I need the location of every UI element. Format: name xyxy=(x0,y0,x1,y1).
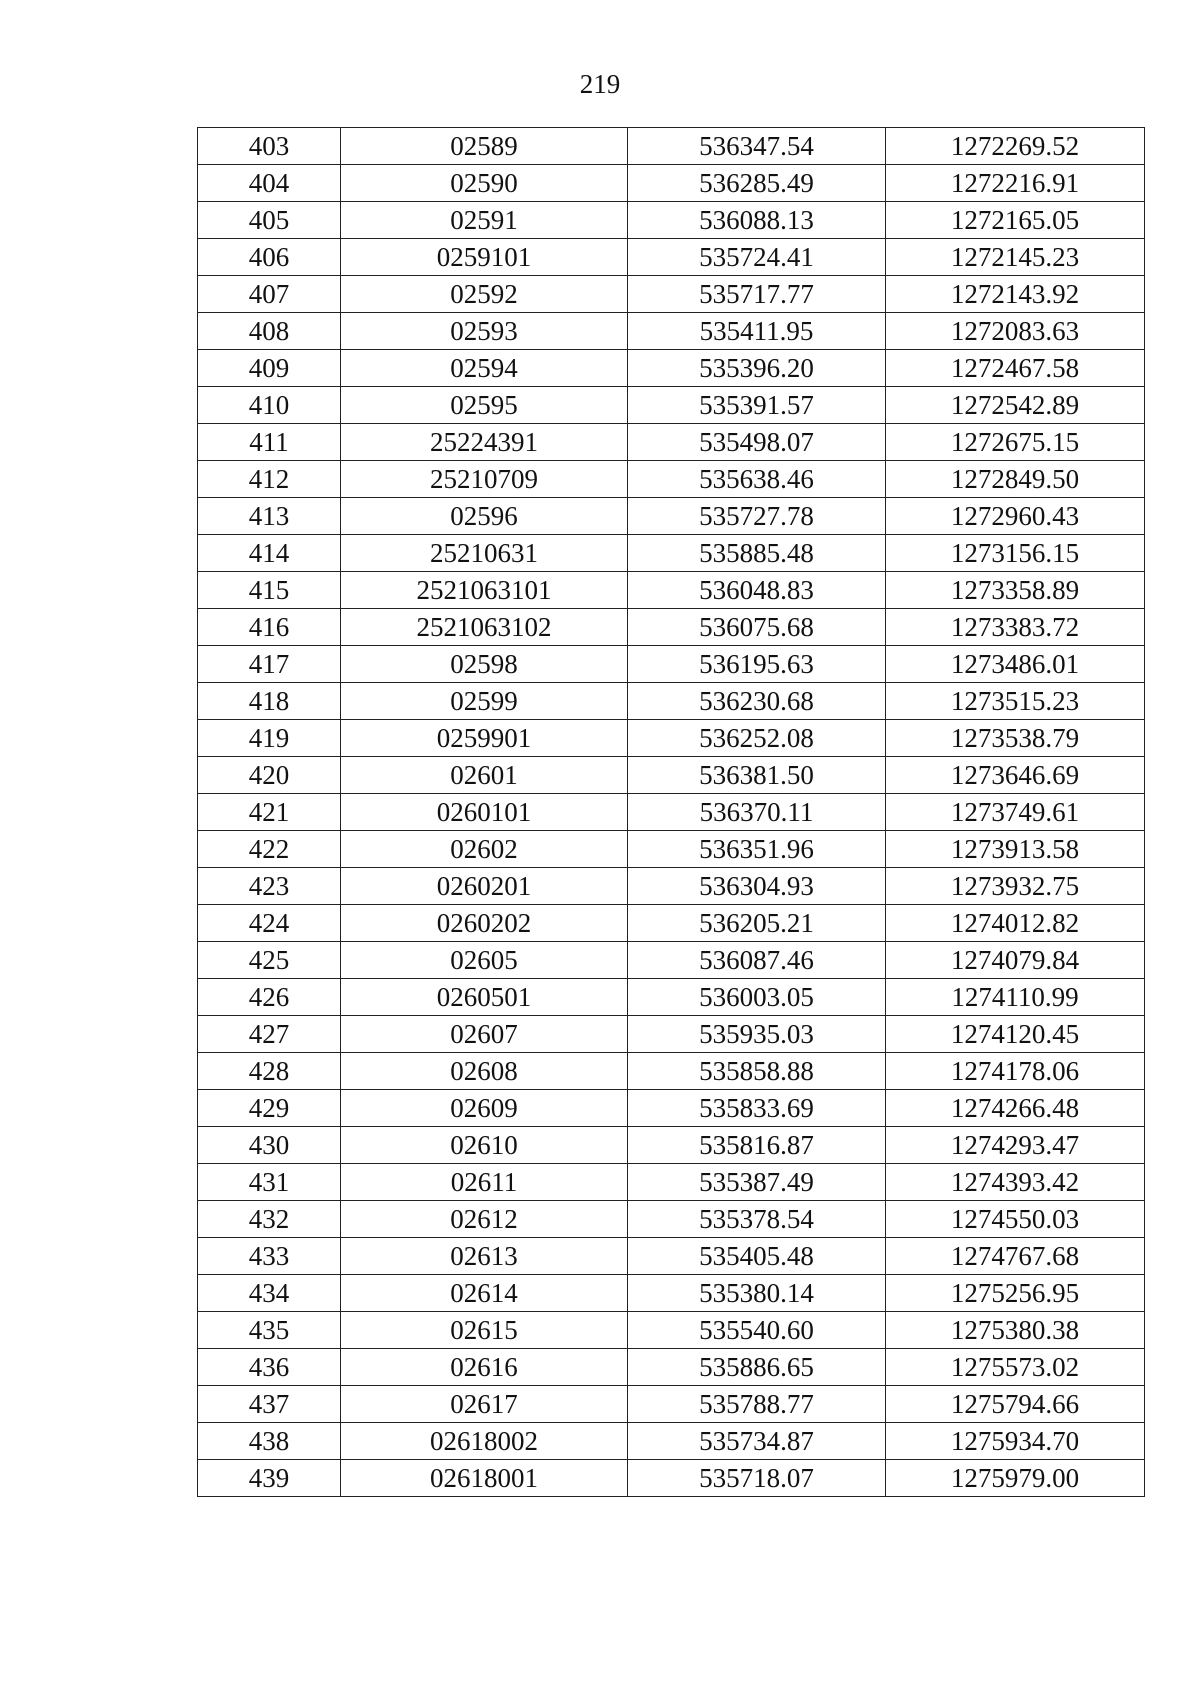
x-coordinate-cell: 536075.68 xyxy=(628,609,886,646)
point-id-cell: 25210709 xyxy=(341,461,628,498)
row-index-cell: 430 xyxy=(198,1127,341,1164)
point-id-cell: 02613 xyxy=(341,1238,628,1275)
y-coordinate-cell: 1274012.82 xyxy=(886,905,1145,942)
y-coordinate-cell: 1275256.95 xyxy=(886,1275,1145,1312)
point-id-cell: 0259101 xyxy=(341,239,628,276)
table-row xyxy=(198,794,1145,831)
y-coordinate-cell: 1274550.03 xyxy=(886,1201,1145,1238)
row-index-cell: 418 xyxy=(198,683,341,720)
table-body xyxy=(198,128,1145,1497)
table-row xyxy=(198,313,1145,350)
point-id-cell: 02602 xyxy=(341,831,628,868)
x-coordinate-cell: 535380.14 xyxy=(628,1275,886,1312)
table-row xyxy=(198,498,1145,535)
row-index-cell: 428 xyxy=(198,1053,341,1090)
row-index-cell: 412 xyxy=(198,461,341,498)
point-id-cell: 02610 xyxy=(341,1127,628,1164)
x-coordinate-cell: 535638.46 xyxy=(628,461,886,498)
x-coordinate-cell: 536381.50 xyxy=(628,757,886,794)
table-row xyxy=(198,387,1145,424)
point-id-cell: 02594 xyxy=(341,350,628,387)
y-coordinate-cell: 1272145.23 xyxy=(886,239,1145,276)
row-index-cell: 422 xyxy=(198,831,341,868)
point-id-cell: 2521063101 xyxy=(341,572,628,609)
point-id-cell: 02617 xyxy=(341,1386,628,1423)
table-row xyxy=(198,720,1145,757)
point-id-cell: 02595 xyxy=(341,387,628,424)
y-coordinate-cell: 1273913.58 xyxy=(886,831,1145,868)
table-row xyxy=(198,128,1145,165)
x-coordinate-cell: 536205.21 xyxy=(628,905,886,942)
x-coordinate-cell: 536351.96 xyxy=(628,831,886,868)
y-coordinate-cell: 1272269.52 xyxy=(886,128,1145,165)
point-id-cell: 0260201 xyxy=(341,868,628,905)
y-coordinate-cell: 1273932.75 xyxy=(886,868,1145,905)
x-coordinate-cell: 535734.87 xyxy=(628,1423,886,1460)
page-number: 219 xyxy=(579,69,621,99)
point-id-cell: 02598 xyxy=(341,646,628,683)
x-coordinate-cell: 535816.87 xyxy=(628,1127,886,1164)
table-row xyxy=(198,609,1145,646)
y-coordinate-cell: 1273486.01 xyxy=(886,646,1145,683)
y-coordinate-cell: 1272165.05 xyxy=(886,202,1145,239)
x-coordinate-cell: 535540.60 xyxy=(628,1312,886,1349)
row-index-cell: 415 xyxy=(198,572,341,609)
row-index-cell: 431 xyxy=(198,1164,341,1201)
row-index-cell: 427 xyxy=(198,1016,341,1053)
row-index-cell: 405 xyxy=(198,202,341,239)
point-id-cell: 25210631 xyxy=(341,535,628,572)
x-coordinate-cell: 535935.03 xyxy=(628,1016,886,1053)
y-coordinate-cell: 1274767.68 xyxy=(886,1238,1145,1275)
point-id-cell: 02608 xyxy=(341,1053,628,1090)
x-coordinate-cell: 535411.95 xyxy=(628,313,886,350)
point-id-cell: 02596 xyxy=(341,498,628,535)
point-id-cell: 02590 xyxy=(341,165,628,202)
y-coordinate-cell: 1274120.45 xyxy=(886,1016,1145,1053)
y-coordinate-cell: 1273538.79 xyxy=(886,720,1145,757)
x-coordinate-cell: 535387.49 xyxy=(628,1164,886,1201)
table-row xyxy=(198,202,1145,239)
row-index-cell: 407 xyxy=(198,276,341,313)
row-index-cell: 411 xyxy=(198,424,341,461)
point-id-cell: 02614 xyxy=(341,1275,628,1312)
row-index-cell: 417 xyxy=(198,646,341,683)
row-index-cell: 436 xyxy=(198,1349,341,1386)
point-id-cell: 02607 xyxy=(341,1016,628,1053)
table-row xyxy=(198,350,1145,387)
y-coordinate-cell: 1272675.15 xyxy=(886,424,1145,461)
table-row xyxy=(198,905,1145,942)
row-index-cell: 413 xyxy=(198,498,341,535)
point-id-cell: 02591 xyxy=(341,202,628,239)
row-index-cell: 439 xyxy=(198,1460,341,1497)
x-coordinate-cell: 536304.93 xyxy=(628,868,886,905)
table-row xyxy=(198,239,1145,276)
table-row xyxy=(198,165,1145,202)
y-coordinate-cell: 1272216.91 xyxy=(886,165,1145,202)
point-id-cell: 02593 xyxy=(341,313,628,350)
y-coordinate-cell: 1272083.63 xyxy=(886,313,1145,350)
table-row xyxy=(198,276,1145,313)
x-coordinate-cell: 536285.49 xyxy=(628,165,886,202)
x-coordinate-cell: 535498.07 xyxy=(628,424,886,461)
table-row xyxy=(198,1201,1145,1238)
y-coordinate-cell: 1273156.15 xyxy=(886,535,1145,572)
row-index-cell: 438 xyxy=(198,1423,341,1460)
y-coordinate-cell: 1273515.23 xyxy=(886,683,1145,720)
table-row xyxy=(198,572,1145,609)
row-index-cell: 416 xyxy=(198,609,341,646)
point-id-cell: 0260202 xyxy=(341,905,628,942)
point-id-cell: 02618002 xyxy=(341,1423,628,1460)
table-row xyxy=(198,831,1145,868)
table-row xyxy=(198,1460,1145,1497)
x-coordinate-cell: 535391.57 xyxy=(628,387,886,424)
table-row xyxy=(198,461,1145,498)
y-coordinate-cell: 1275573.02 xyxy=(886,1349,1145,1386)
table-row xyxy=(198,1349,1145,1386)
x-coordinate-cell: 536347.54 xyxy=(628,128,886,165)
table-row xyxy=(198,1386,1145,1423)
row-index-cell: 429 xyxy=(198,1090,341,1127)
x-coordinate-cell: 535886.65 xyxy=(628,1349,886,1386)
x-coordinate-cell: 536252.08 xyxy=(628,720,886,757)
point-id-cell: 0260501 xyxy=(341,979,628,1016)
y-coordinate-cell: 1275794.66 xyxy=(886,1386,1145,1423)
row-index-cell: 408 xyxy=(198,313,341,350)
point-id-cell: 02605 xyxy=(341,942,628,979)
row-index-cell: 404 xyxy=(198,165,341,202)
table-row xyxy=(198,535,1145,572)
row-index-cell: 433 xyxy=(198,1238,341,1275)
y-coordinate-cell: 1275934.70 xyxy=(886,1423,1145,1460)
point-id-cell: 02615 xyxy=(341,1312,628,1349)
table-row xyxy=(198,1275,1145,1312)
x-coordinate-cell: 536370.11 xyxy=(628,794,886,831)
table-row xyxy=(198,1127,1145,1164)
point-id-cell: 02616 xyxy=(341,1349,628,1386)
row-index-cell: 434 xyxy=(198,1275,341,1312)
table-row xyxy=(198,757,1145,794)
coordinates-table xyxy=(197,127,1145,1497)
table-row xyxy=(198,942,1145,979)
point-id-cell: 02601 xyxy=(341,757,628,794)
point-id-cell: 02618001 xyxy=(341,1460,628,1497)
row-index-cell: 421 xyxy=(198,794,341,831)
row-index-cell: 414 xyxy=(198,535,341,572)
x-coordinate-cell: 536048.83 xyxy=(628,572,886,609)
point-id-cell: 02599 xyxy=(341,683,628,720)
row-index-cell: 426 xyxy=(198,979,341,1016)
table-row xyxy=(198,1090,1145,1127)
row-index-cell: 425 xyxy=(198,942,341,979)
y-coordinate-cell: 1273383.72 xyxy=(886,609,1145,646)
table-row xyxy=(198,424,1145,461)
y-coordinate-cell: 1272960.43 xyxy=(886,498,1145,535)
table-row xyxy=(198,1312,1145,1349)
x-coordinate-cell: 535833.69 xyxy=(628,1090,886,1127)
y-coordinate-cell: 1274393.42 xyxy=(886,1164,1145,1201)
table-row xyxy=(198,1164,1145,1201)
row-index-cell: 424 xyxy=(198,905,341,942)
row-index-cell: 406 xyxy=(198,239,341,276)
x-coordinate-cell: 536003.05 xyxy=(628,979,886,1016)
y-coordinate-cell: 1275380.38 xyxy=(886,1312,1145,1349)
row-index-cell: 409 xyxy=(198,350,341,387)
x-coordinate-cell: 535858.88 xyxy=(628,1053,886,1090)
y-coordinate-cell: 1275979.00 xyxy=(886,1460,1145,1497)
point-id-cell: 2521063102 xyxy=(341,609,628,646)
point-id-cell: 02609 xyxy=(341,1090,628,1127)
table-row xyxy=(198,1423,1145,1460)
y-coordinate-cell: 1274266.48 xyxy=(886,1090,1145,1127)
row-index-cell: 423 xyxy=(198,868,341,905)
x-coordinate-cell: 536230.68 xyxy=(628,683,886,720)
row-index-cell: 437 xyxy=(198,1386,341,1423)
table-row xyxy=(198,1238,1145,1275)
x-coordinate-cell: 535788.77 xyxy=(628,1386,886,1423)
y-coordinate-cell: 1272143.92 xyxy=(886,276,1145,313)
table-row xyxy=(198,1016,1145,1053)
table-row xyxy=(198,1053,1145,1090)
table-row xyxy=(198,979,1145,1016)
x-coordinate-cell: 535396.20 xyxy=(628,350,886,387)
x-coordinate-cell: 535724.41 xyxy=(628,239,886,276)
y-coordinate-cell: 1273358.89 xyxy=(886,572,1145,609)
point-id-cell: 02592 xyxy=(341,276,628,313)
y-coordinate-cell: 1274178.06 xyxy=(886,1053,1145,1090)
row-index-cell: 420 xyxy=(198,757,341,794)
y-coordinate-cell: 1272467.58 xyxy=(886,350,1145,387)
y-coordinate-cell: 1273646.69 xyxy=(886,757,1145,794)
row-index-cell: 435 xyxy=(198,1312,341,1349)
x-coordinate-cell: 535717.77 xyxy=(628,276,886,313)
point-id-cell: 02611 xyxy=(341,1164,628,1201)
y-coordinate-cell: 1272542.89 xyxy=(886,387,1145,424)
y-coordinate-cell: 1274110.99 xyxy=(886,979,1145,1016)
table-row xyxy=(198,646,1145,683)
x-coordinate-cell: 536088.13 xyxy=(628,202,886,239)
y-coordinate-cell: 1272849.50 xyxy=(886,461,1145,498)
row-index-cell: 403 xyxy=(198,128,341,165)
point-id-cell: 25224391 xyxy=(341,424,628,461)
row-index-cell: 419 xyxy=(198,720,341,757)
x-coordinate-cell: 535405.48 xyxy=(628,1238,886,1275)
point-id-cell: 0259901 xyxy=(341,720,628,757)
row-index-cell: 432 xyxy=(198,1201,341,1238)
point-id-cell: 02612 xyxy=(341,1201,628,1238)
y-coordinate-cell: 1274293.47 xyxy=(886,1127,1145,1164)
x-coordinate-cell: 535718.07 xyxy=(628,1460,886,1497)
y-coordinate-cell: 1274079.84 xyxy=(886,942,1145,979)
x-coordinate-cell: 535378.54 xyxy=(628,1201,886,1238)
table-row xyxy=(198,683,1145,720)
table-row xyxy=(198,868,1145,905)
x-coordinate-cell: 536195.63 xyxy=(628,646,886,683)
row-index-cell: 410 xyxy=(198,387,341,424)
y-coordinate-cell: 1273749.61 xyxy=(886,794,1145,831)
point-id-cell: 02589 xyxy=(341,128,628,165)
x-coordinate-cell: 535727.78 xyxy=(628,498,886,535)
x-coordinate-cell: 536087.46 xyxy=(628,942,886,979)
x-coordinate-cell: 535885.48 xyxy=(628,535,886,572)
point-id-cell: 0260101 xyxy=(341,794,628,831)
